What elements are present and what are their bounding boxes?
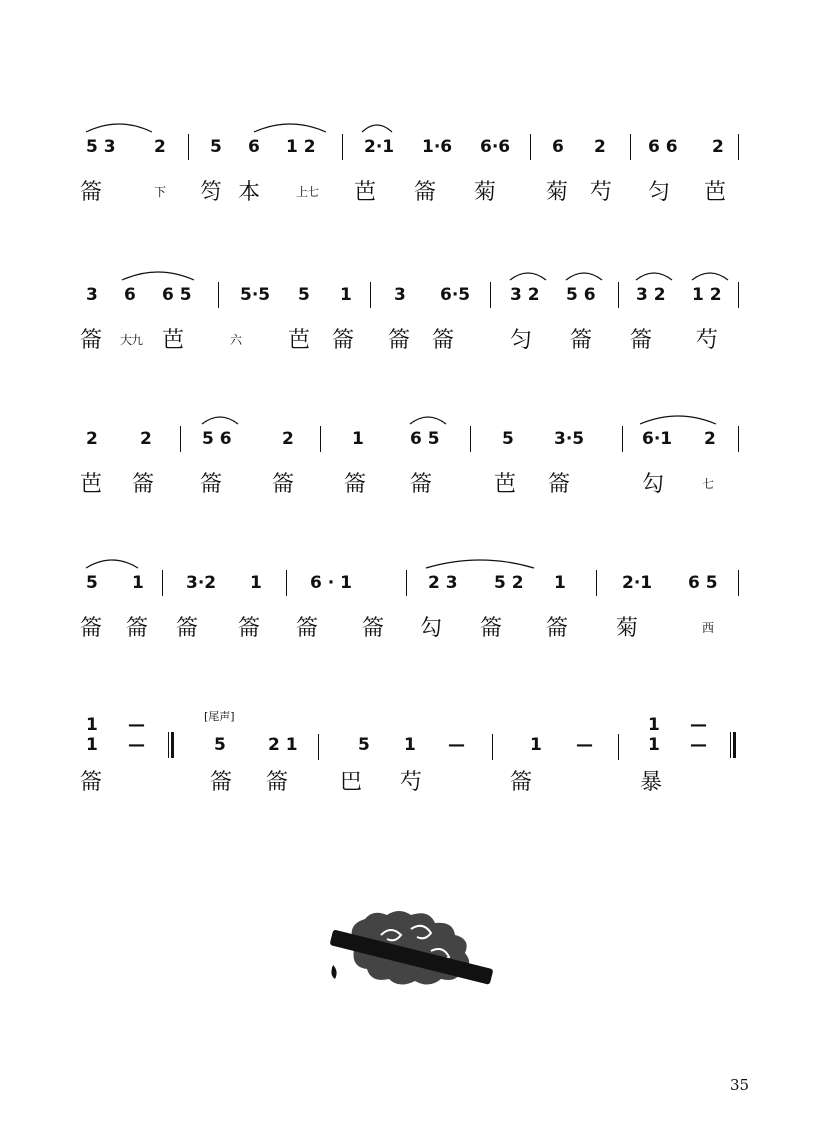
tab-char: 䈁: [176, 616, 198, 641]
note: 2: [704, 429, 716, 449]
note: 5: [210, 137, 222, 157]
tab-char: 䈁: [238, 616, 260, 641]
bar-line: [492, 734, 493, 760]
tab-char: 䈁: [388, 328, 410, 353]
note: 2: [594, 137, 606, 157]
bar-line: [596, 570, 597, 596]
tab-char: 菊: [546, 180, 568, 205]
note: 1: [340, 285, 352, 305]
cloud-flute-ornament: [325, 905, 495, 1005]
note: 1: [648, 715, 660, 735]
tab-char: 䈁: [210, 770, 232, 795]
tab-char: 䈁: [548, 472, 570, 497]
tab-char: 笉: [200, 180, 222, 205]
note: 1: [648, 735, 660, 755]
bar-line: [738, 282, 739, 308]
note: 1: [530, 735, 542, 755]
note: 1: [554, 573, 566, 593]
note: 5: [298, 285, 310, 305]
bar-line: [470, 426, 471, 452]
note: 1: [404, 735, 416, 755]
tab-char: 䈁: [414, 180, 436, 205]
bar-line: [618, 282, 619, 308]
tab-char: 䈁: [570, 328, 592, 353]
note: 3: [394, 285, 406, 305]
note: —: [128, 715, 145, 735]
tab-char: 䈁: [546, 616, 568, 641]
bar-line: [342, 134, 343, 160]
note: 2: [154, 137, 166, 157]
tab-char: 巴: [340, 770, 362, 795]
tab-char: 䈁: [410, 472, 432, 497]
tab-char: 䈁: [80, 770, 102, 795]
note: 6 · 1: [310, 573, 352, 593]
tab-char: 芭: [704, 180, 726, 205]
note: 6 5: [162, 285, 192, 305]
tab-char: 䈁: [80, 616, 102, 641]
note: 3·5: [554, 429, 585, 449]
tab-char: 䈁: [480, 616, 502, 641]
tab-char: 芭: [288, 328, 310, 353]
bar-line: [318, 734, 319, 760]
score-system-3: [70, 420, 750, 516]
final-bar-line: [730, 732, 736, 758]
tab-char: 下: [154, 185, 166, 199]
note: 1: [352, 429, 364, 449]
note: 3 2: [636, 285, 666, 305]
bar-line: [406, 570, 407, 596]
score-system-1: [70, 128, 750, 224]
tab-char: 䈁: [272, 472, 294, 497]
bar-line: [530, 134, 531, 160]
note: 2 1: [268, 735, 298, 755]
tab-char: 芍: [696, 328, 718, 353]
tab-char: 䈁: [630, 328, 652, 353]
note: 5·5: [240, 285, 271, 305]
note: —: [128, 735, 145, 755]
tab-char: 勾: [420, 616, 442, 641]
bar-line: [738, 134, 739, 160]
tab-char: 芍: [400, 770, 422, 795]
tab-char: 䈁: [126, 616, 148, 641]
tab-char: 䈁: [132, 472, 154, 497]
bar-line: [618, 734, 619, 760]
note: 5: [214, 735, 226, 755]
note: 2: [712, 137, 724, 157]
tab-char: 匀: [648, 180, 670, 205]
tab-char: 䈁: [80, 328, 102, 353]
tab-char: 芭: [494, 472, 516, 497]
tab-char: 菊: [616, 616, 638, 641]
bar-line: [188, 134, 189, 160]
score-system-4: [70, 564, 750, 660]
note: 3: [86, 285, 98, 305]
tab-char: 䈁: [344, 472, 366, 497]
note: 6 5: [410, 429, 440, 449]
note: 1 2: [692, 285, 722, 305]
tab-char: 䈁: [332, 328, 354, 353]
tab-char: 六: [230, 333, 242, 347]
tab-char: 暴: [640, 770, 662, 795]
note: 5 6: [566, 285, 596, 305]
bar-line: [218, 282, 219, 308]
note: 5: [86, 573, 98, 593]
bar-line: [630, 134, 631, 160]
note: 6: [552, 137, 564, 157]
tab-char: 大九: [120, 333, 143, 347]
bar-line: [738, 570, 739, 596]
tab-char: 䈁: [510, 770, 532, 795]
note: 5: [358, 735, 370, 755]
note: 3·2: [186, 573, 217, 593]
note: 1: [132, 573, 144, 593]
coda-label: [尾声]: [204, 710, 235, 723]
bar-line: [162, 570, 163, 596]
note: 6 5: [688, 573, 718, 593]
note: 6 6: [648, 137, 678, 157]
note: 3 2: [510, 285, 540, 305]
note: —: [576, 735, 593, 755]
bar-line: [180, 426, 181, 452]
score-system-2: [70, 276, 750, 372]
note: 2: [86, 429, 98, 449]
note: 1 2: [286, 137, 316, 157]
tab-char: 匀: [510, 328, 532, 353]
tab-char: 本: [238, 180, 260, 205]
bar-line: [622, 426, 623, 452]
tab-char: 芭: [354, 180, 376, 205]
score-system-5: [70, 710, 750, 814]
note: 1: [86, 735, 98, 755]
tab-char: 西: [702, 621, 714, 635]
bar-line: [370, 282, 371, 308]
tab-char: 芭: [162, 328, 184, 353]
note: 2 3: [428, 573, 458, 593]
tab-char: 䈁: [80, 180, 102, 205]
note: 6·1: [642, 429, 673, 449]
note: 1: [86, 715, 98, 735]
bar-line: [286, 570, 287, 596]
note: 5 6: [202, 429, 232, 449]
double-bar-line: [168, 732, 174, 758]
note: —: [690, 715, 707, 735]
tab-char: 七: [702, 477, 714, 491]
tab-char: 䈁: [296, 616, 318, 641]
note: 5 2: [494, 573, 524, 593]
tab-char: 勾: [642, 472, 664, 497]
note: 2: [282, 429, 294, 449]
tab-char: 䈁: [362, 616, 384, 641]
note: —: [448, 735, 465, 755]
tab-char: 芭: [80, 472, 102, 497]
tab-char: 䈁: [266, 770, 288, 795]
note: —: [690, 735, 707, 755]
tab-char: 菊: [474, 180, 496, 205]
bar-line: [738, 426, 739, 452]
note: 5 3: [86, 137, 116, 157]
note: 1·6: [422, 137, 453, 157]
note: 6·6: [480, 137, 511, 157]
tab-char: 䈁: [432, 328, 454, 353]
page-number: 35: [730, 1076, 750, 1094]
tab-char: 芍: [590, 180, 612, 205]
tab-char: 上七: [296, 185, 319, 199]
note: 2·1: [622, 573, 653, 593]
note: 2: [140, 429, 152, 449]
note: 2·1: [364, 137, 395, 157]
bar-line: [320, 426, 321, 452]
tab-char: 䈁: [200, 472, 222, 497]
note: 6: [248, 137, 260, 157]
note: 6·5: [440, 285, 471, 305]
bar-line: [490, 282, 491, 308]
note: 1: [250, 573, 262, 593]
note: 6: [124, 285, 136, 305]
note: 5: [502, 429, 514, 449]
